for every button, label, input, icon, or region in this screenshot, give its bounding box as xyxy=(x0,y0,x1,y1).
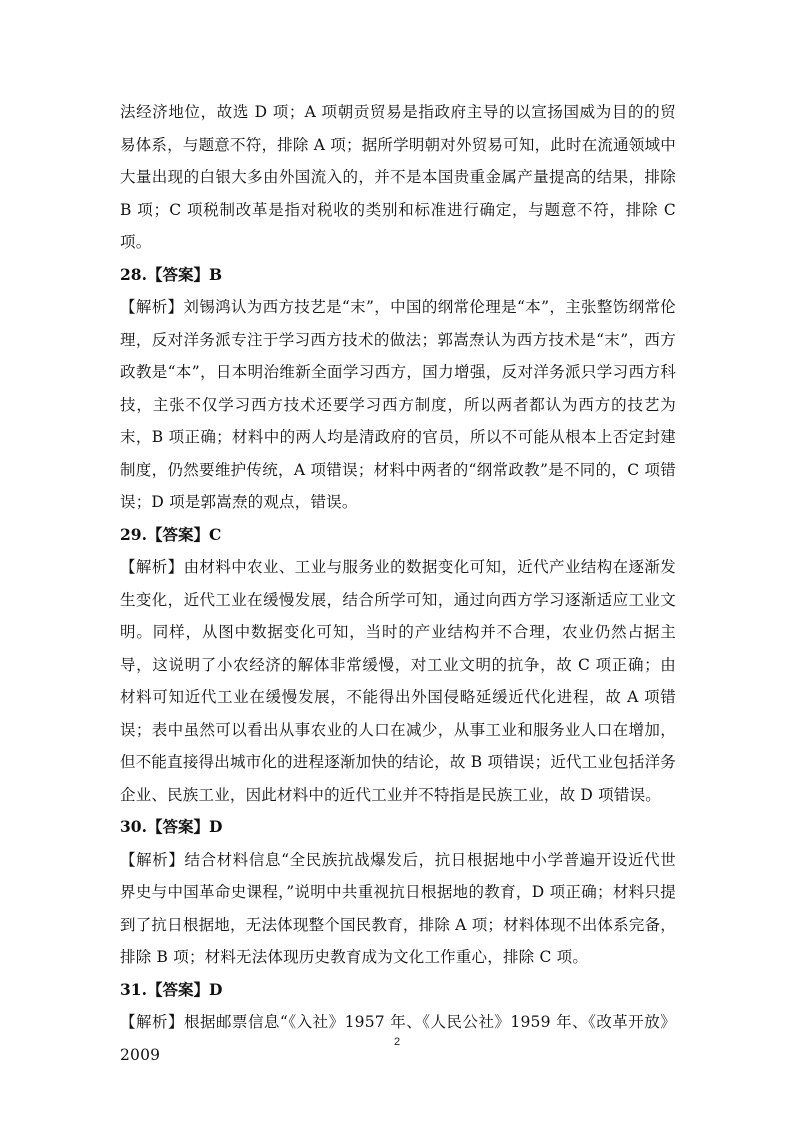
intro-paragraph: 法经济地位，故选 D 项；A 项朝贡贸易是指政府主导的以宣扬国威为目的的贸易体系，与题意不符，排除 A 项；据所学明朝对外贸易可知，此时在流通领域中大量出现的白银大多由外国流入的，并不是本国贵重金属产量提高的结果，排除 B 项；C 项税制改革是指对税收的类别和标准进行确定，与题意不符，排除 C 项。 xyxy=(120,103,676,251)
analysis-q30: 【解析】结合材料信息“全民族抗战爆发后，抗日根据地中小学普遍开设近代世界史与中国革命史课程，”说明中共重视抗日根据地的教育，D 项正确；材料只提到了抗日根据地，无法体现整个国民教育，排除 A 项；材料体现不出体系完备，排除 B 项；材料无法体现历史教育成为文化工作重心，排除 C 项。 xyxy=(120,850,676,966)
page-number: 2 xyxy=(393,1036,401,1048)
answer-line-q29: 29.【答案】C xyxy=(120,524,222,544)
page-content xyxy=(120,96,676,1071)
analysis-q31: 【解析】根据邮票信息“《入社》1957 年、《人民公社》1959 年、《改革开放》2009 xyxy=(120,1013,676,1064)
answer-line-q30: 30.【答案】D xyxy=(120,817,223,836)
answer-line-q31: 31.【答案】D xyxy=(120,979,223,999)
analysis-q29: 【解析】由材料中农业、工业与服务业的数据变化可知，近代产业结构在逐渐发生变化，近代工业在缓慢发展，结合所学可知，通过向西方学习逐渐适应工业文明。同样，从图中数据变化可知，当时的产业结构并不合理，农业仍然占据主导，这说明了小农经济的解体非常缓慢，对工业文明的抗争，故 C 项正确；由材料可知近代工业在缓慢发展，不能得出外国侵略延缓近代化进程，故 A 项错误；表中虽然可以看出从事农业的人口在减少，从事工业和服务业人口在增加，但不能直接得出城市化的进程逐渐加快的结论，故 B 项错误；近代工业包括洋务企业、民族工业，因此材料中的近代工业并不特指是民族工业，故 D 项错误。 xyxy=(120,558,676,804)
answer-line-q28: 28.【答案】B xyxy=(120,264,223,284)
analysis-q28: 【解析】刘锡鸿认为西方技艺是“末”，中国的纲常伦理是“本”，主张整饬纲常伦理，反对洋务派专注于学习西方技术的做法；郭嵩焘认为西方技术是“末”，西方政教是“本”，日本明治维新全面学习西方，国力增强，反对洋务派只学习西方科技，主张不仅学习西方技术还要学习西方制度，所以两者都认为西方的技艺为末，B 项正确；材料中的两人均是清政府的官员，所以不可能从根本上否定封建制度，仍然要维护传统，A 项错误；材料中两者的“纲常政教”是不同的，C 项错误；D 项是郭嵩焘的观点，错误。 xyxy=(120,298,676,511)
